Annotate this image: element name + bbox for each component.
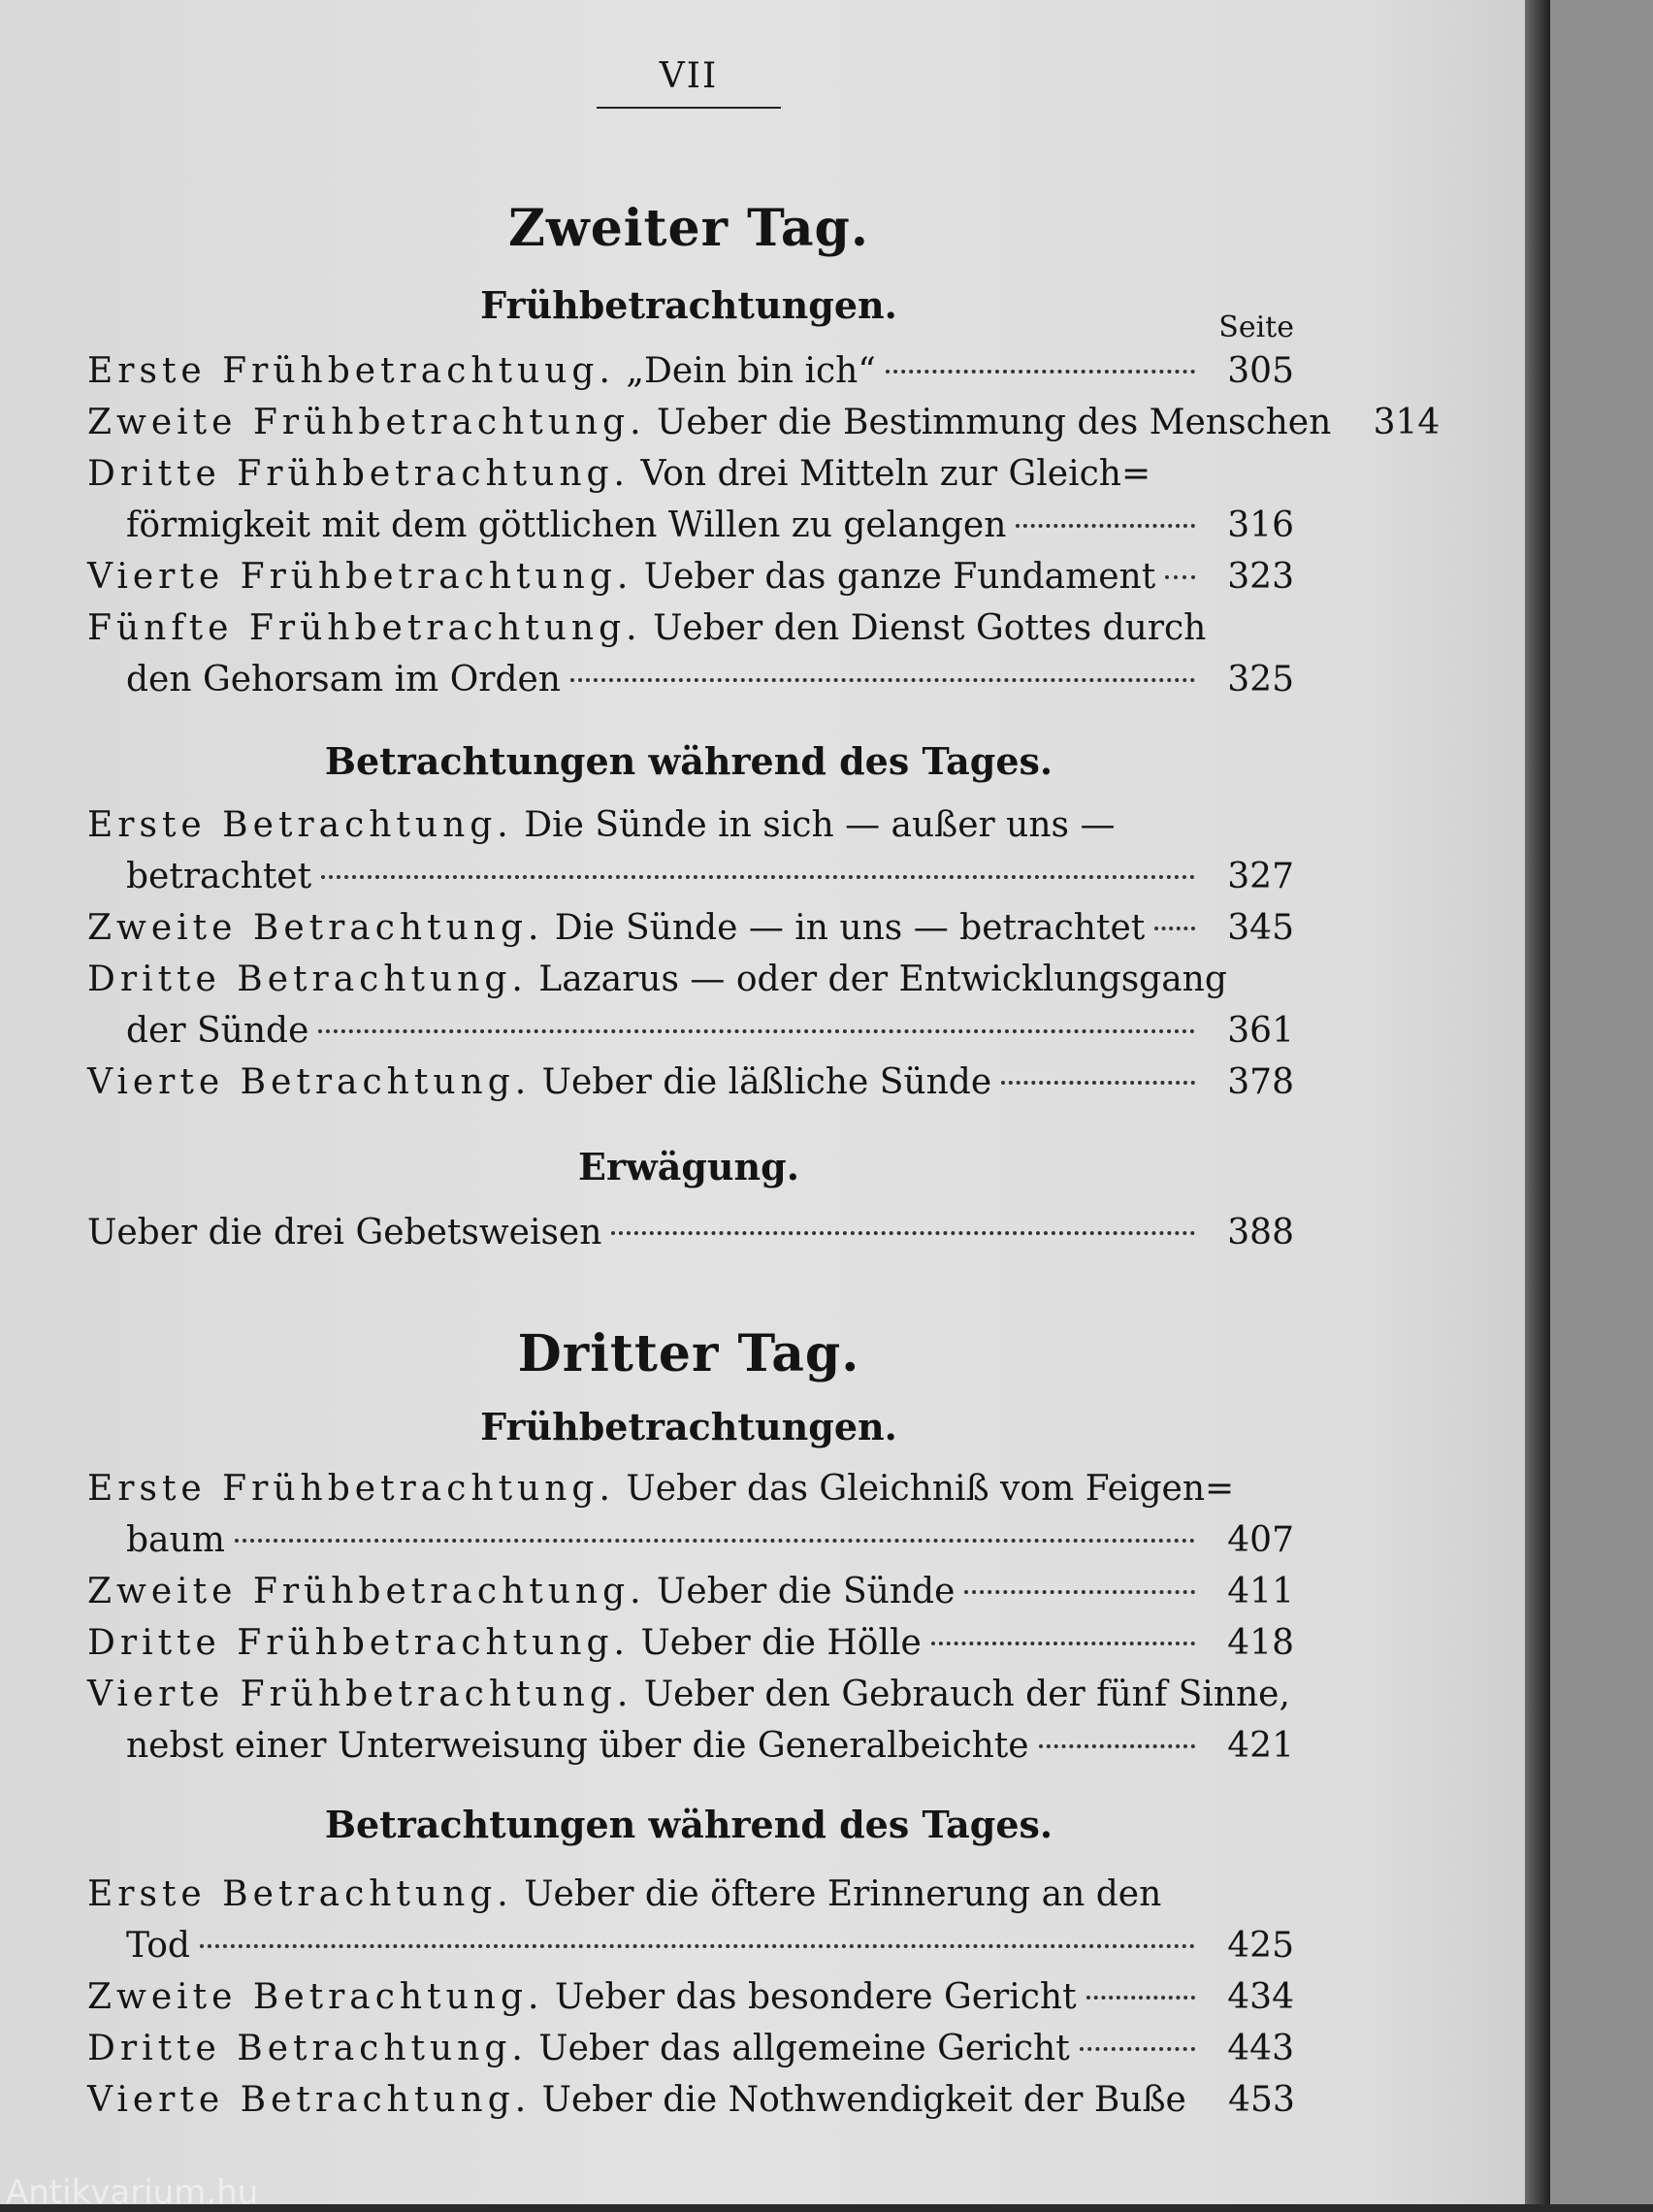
dot-leader [1165,575,1195,579]
toc-entry-line [87,1514,1294,1566]
toc-entry-line [87,954,1294,1005]
day2-title: Zweiter Tag. [507,199,870,258]
toc-entry-title: Ueber die öftere Erinnerung an den [524,1874,1162,1914]
dot-leader [318,1029,1195,1033]
toc-entry [87,1566,1294,1617]
toc-entry [87,799,1294,902]
toc-entry-line [87,448,1294,500]
toc-page-number: 421 [1227,1726,1294,1766]
toc-entry [87,1463,1294,1566]
toc-entry-heading: Zweite Frühbetrachtung. [87,403,646,442]
background-edge [1550,0,1653,2204]
dot-leader [1086,1996,1195,2000]
toc-page-number: 323 [1227,557,1294,597]
toc-entry [87,602,1294,705]
toc-entry [87,1057,1294,1108]
toc-entry-line [87,902,1294,954]
toc-entry-title: Ueber die Nothwendigkeit der Buße [541,2080,1186,2120]
toc-page-number: 411 [1227,1572,1294,1611]
toc-entry [87,448,1294,551]
toc-entry-title: Tod [126,1926,190,1966]
toc-entry-line [87,551,1294,602]
toc-entry-line [87,1057,1294,1108]
toc-page-number: 418 [1227,1623,1294,1663]
toc-page-number: 314 [1373,403,1441,442]
toc-entry-title: Von drei Mitteln zur Gleich= [640,454,1151,494]
toc-entry-line [87,500,1294,551]
toc-entry-line [87,799,1294,851]
toc-entry-title: Ueber die Bestimmung des Menschen [657,403,1332,442]
toc-entry-line [87,1566,1294,1617]
toc-entry-heading: Zweite Betrachtung. [87,908,544,948]
toc-entry [87,1669,1294,1772]
dot-leader [1154,927,1195,930]
toc-entry-title: Ueber die drei Gebetsweisen [87,1213,602,1252]
toc-entry [87,1617,1294,1669]
toc-entry-line [87,1463,1294,1514]
page-number: VII [659,56,719,96]
toc-entry-heading: Vierte Betrachtung. [87,2080,532,2120]
toc-page-number: 443 [1227,2029,1294,2068]
toc-page-number: 361 [1227,1011,1294,1051]
toc-entry-title: Ueber das allgemeine Gericht [538,2029,1070,2068]
seite-label: Seite [1218,310,1294,344]
toc-entry-title: Ueber das ganze Fundament [643,557,1156,597]
toc-entry [87,551,1294,602]
day3-daytime-heading: Betrachtungen während des Tages. [324,1803,1053,1846]
toc-entry-title: Die Sünde in sich — außer uns — [524,805,1116,845]
toc-entry [87,2023,1294,2074]
toc-entry-title: betrachtet [126,857,312,896]
toc-entry-heading: Vierte Frühbetrachtung. [87,557,633,597]
dot-leader [886,370,1195,374]
toc-entry [87,1971,1294,2023]
toc-entry-line [87,1005,1294,1057]
toc-entry-line [87,1669,1294,1720]
watermark: Antikvarium.hu [6,2173,259,2212]
toc-entry-title: Lazarus — oder der Entwicklungsgang [538,960,1227,999]
toc-entry-heading: Dritte Betrachtung. [87,960,528,999]
toc-page-number: 453 [1228,2080,1295,2120]
book-spine [1525,0,1550,2204]
toc-entry-title: der Sünde [126,1011,309,1051]
toc-page-number: 434 [1227,1977,1294,2017]
dot-leader [1039,1744,1195,1748]
toc-entry-heading: Dritte Betrachtung. [87,2029,528,2068]
toc-entry-title: Ueber den Dienst Gottes durch [653,608,1207,648]
toc-entry-line [87,1617,1294,1669]
day2-morning-heading: Frühbetrachtungen. [480,283,897,327]
toc-entry-line [87,2023,1294,2074]
toc-entry-heading: Zweite Betrachtung. [87,1977,544,2017]
toc-entry-title: den Gehorsam im Orden [126,660,561,699]
toc-entry-line [87,602,1294,654]
toc-entry-heading: Zweite Frühbetrachtung. [87,1572,646,1611]
toc-page-number: 407 [1227,1520,1294,1560]
toc-entry-title: förmigkeit mit dem göttlichen Willen zu gelangen [126,505,1007,545]
toc-page-number: 305 [1227,351,1294,391]
toc-entry [87,1207,1294,1258]
toc-entry-line [87,1869,1294,1920]
day3-morning-heading: Frühbetrachtungen. [480,1405,897,1448]
toc-page-number: 316 [1227,505,1294,545]
toc-entry-title: Die Sünde — in uns — betrachtet [554,908,1146,948]
toc-entry-title: Ueber das besondere Gericht [554,1977,1077,2017]
dot-leader [964,1590,1195,1594]
toc-entry [87,902,1294,954]
day2-daytime-heading: Betrachtungen während des Tages. [324,739,1053,783]
toc-entry-line [87,1920,1294,1971]
toc-entry-heading: Erste Frühbetrachtung. [87,1469,615,1509]
toc-entry-title: Ueber die Hölle [640,1623,922,1663]
toc-entry-line [87,1720,1294,1772]
toc-page-number: 378 [1227,1062,1294,1102]
toc-entry-title: nebst einer Unterweisung über die Generalbeichte [126,1726,1029,1766]
dot-leader [931,1642,1195,1645]
dot-leader [1080,2047,1195,2051]
toc-entry-title: Ueber das Gleichniß vom Feigen= [626,1469,1235,1509]
toc-entry-heading: Dritte Frühbetrachtung. [87,1623,630,1663]
day2-consideration-heading: Erwägung. [578,1145,799,1188]
toc-entry-heading: Dritte Frühbetrachtung. [87,454,630,494]
toc-entry [87,2074,1294,2126]
toc-page-number: 388 [1227,1213,1294,1252]
toc-entry-heading: Erste Betrachtung. [87,805,513,845]
toc-entry-heading: Erste Frühbetrachtuug. [87,351,615,391]
toc-entry [87,954,1294,1057]
toc-entry-line [87,397,1441,448]
toc-entry-line [87,345,1294,397]
dot-leader [570,678,1195,682]
toc-page-number: 345 [1227,908,1294,948]
dot-leader [611,1231,1195,1235]
toc-entry-title: Ueber die Sünde [657,1572,956,1611]
toc-entry-heading: Vierte Frühbetrachtung. [87,1675,633,1714]
toc-entry-heading: Erste Betrachtung. [87,1874,513,1914]
toc-entry-line [87,2074,1294,2126]
toc-page-number: 327 [1227,857,1294,896]
toc-entry-line [87,851,1294,902]
dot-leader [235,1539,1195,1543]
toc-entry [87,397,1441,448]
toc-entry-title: baum [126,1520,225,1560]
toc-entry-line [87,1971,1294,2023]
toc-entry-title: Ueber die läßliche Sünde [541,1062,992,1102]
toc-entry-title: Ueber den Gebrauch der fünf Sinne, [643,1675,1290,1714]
page-number-rule [597,107,781,109]
dot-leader [200,1944,1195,1948]
toc-entry-line [87,1207,1294,1258]
toc-entry-heading: Fünfte Frühbetrachtung. [87,608,642,648]
day3-title: Dritter Tag. [517,1324,860,1383]
toc-entry [87,1869,1294,1971]
toc-entry [87,345,1294,397]
dot-leader [321,875,1195,879]
toc-entry-heading: Vierte Betrachtung. [87,1062,532,1102]
toc-page-number: 325 [1227,660,1294,699]
toc-entry-title: „Dein bin ich“ [626,351,876,391]
dot-leader [1001,1081,1195,1085]
toc-entry-line [87,654,1294,705]
dot-leader [1016,524,1195,528]
toc-page-number: 425 [1227,1926,1294,1966]
